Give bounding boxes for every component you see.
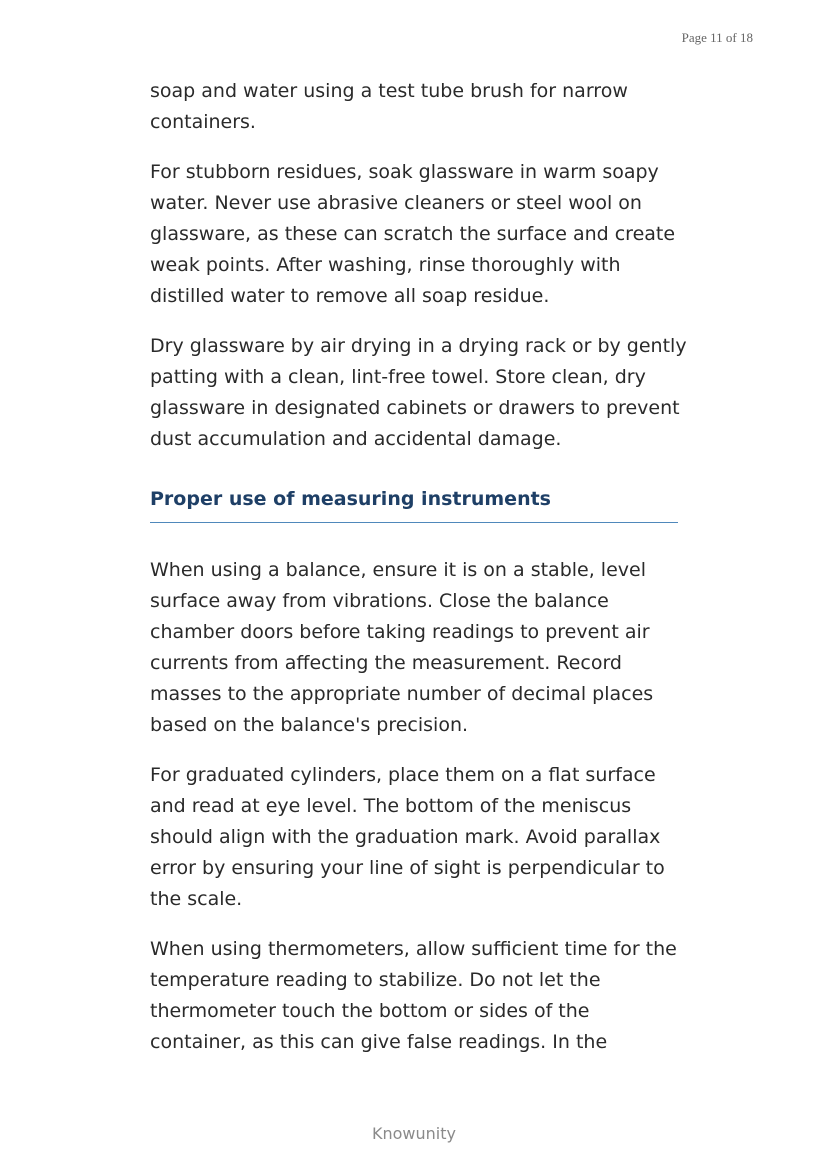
section-heading: Proper use of measuring instruments xyxy=(150,486,678,523)
paragraph: When using thermometers, allow sufficient time for the temperature reading to stabilize. Do not let the thermometer touch the bottom or sides of the container, as this can give false readings. In the xyxy=(150,938,677,1053)
footer-brand: Knowunity xyxy=(372,1124,456,1143)
paragraph: For graduated cylinders, place them on a flat surface and read at eye level. The bottom of the meniscus should align with the graduation mark. Avoid parallax error by ensuring your line of sight is perpendicular to the scale. xyxy=(150,764,665,910)
section-body xyxy=(150,555,690,1058)
paragraph: For stubborn residues, soak glassware in warm soapy water. Never use abrasive cleaners or steel wool on glassware, as these can scratch the surface and create weak points. After washing, rinse thoroughly with distilled water to remove all soap residue. xyxy=(150,161,676,307)
paragraph: soap and water using a test tube brush for narrow containers. xyxy=(150,80,628,133)
page-number: Page 11 of 18 xyxy=(681,30,753,45)
page-content xyxy=(150,76,690,1077)
paragraph: Dry glassware by air drying in a drying rack or by gently patting with a clean, lint-free towel. Store clean, dry glassware in designated cabinets or drawers to prevent dust accumulation and accidental damage. xyxy=(150,335,687,450)
paragraph: When using a balance, ensure it is on a stable, level surface away from vibrations. Close the balance chamber doors before taking readings to prevent air currents from affecting the measurement. Record masses to the appropriate number of decimal places based on the balance's precision. xyxy=(150,559,654,736)
